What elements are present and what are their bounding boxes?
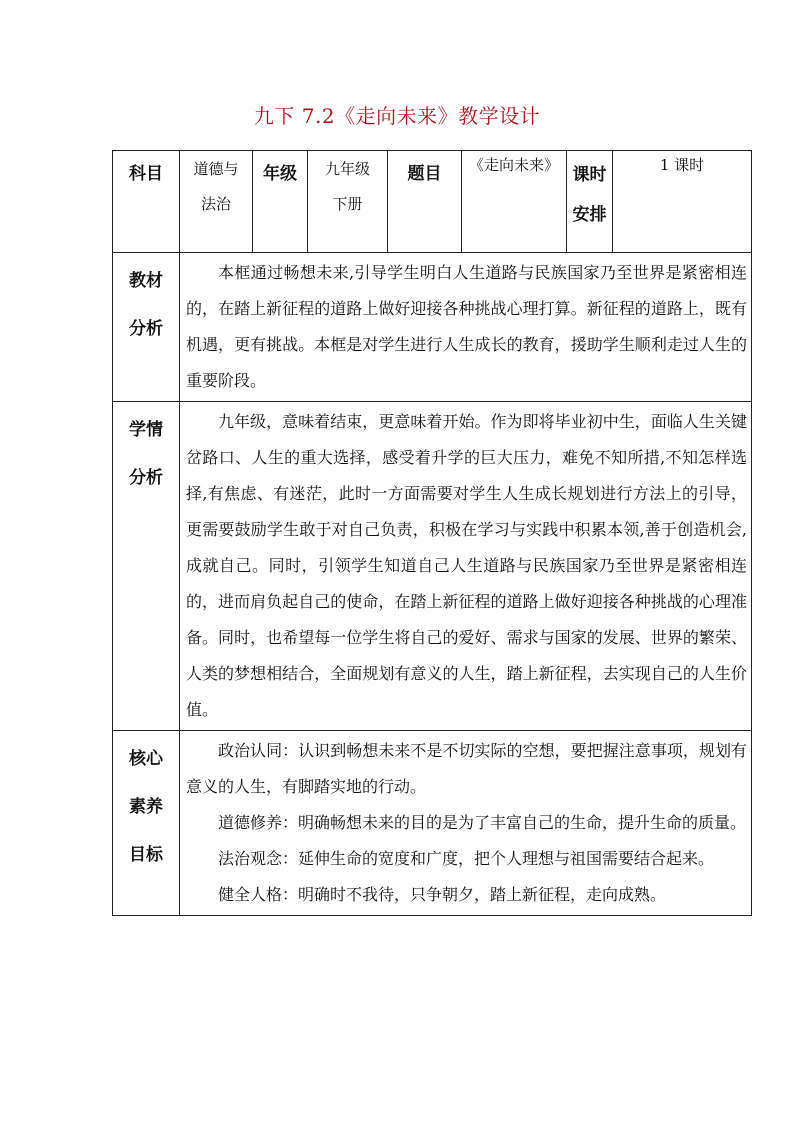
topic-value-cell [462,151,567,253]
core-goals-label-line1: 核心 [129,749,163,769]
textbook-analysis-label-line2: 分析 [129,319,163,339]
header-row [113,151,752,253]
topic-label-cell [388,151,462,253]
lesson-plan-table [112,150,752,916]
core-goals-body [180,731,752,916]
topic-label: 题目 [407,164,442,184]
subject-value-line1: 道德与 [193,160,239,178]
core-goals-label-line3: 目标 [129,845,163,865]
textbook-analysis-body [180,253,752,402]
textbook-analysis-label-cell [113,253,180,402]
subject-label-cell [113,151,180,253]
core-goal-legal: 法治观念：延伸生命的宽度和广度，把个人理想与祖国需要结合起来。 [218,849,715,868]
page-title: 九下 7.2《走向未来》教学设计 [253,104,541,128]
grade-value-line1: 九年级 [324,160,370,178]
hours-label-cell [567,151,613,253]
textbook-analysis-text: 本框通过畅想未来,引导学生明白人生道路与民族国家乃至世界是紧密相连的，在踏上新征程的道路上做好迎接各种挑战心理打算。新征程的道路上，既有机遇，更有挑战。本框是对学生进行人生成长的教育，援助学生顺利走过人生的重要阶段。 [186,263,747,390]
core-goal-moral: 道德修养：明确畅想未来的目的是为了丰富自己的生命，提升生命的质量。 [218,813,747,832]
student-analysis-body [180,402,752,731]
textbook-analysis-label-line1: 教材 [129,271,163,291]
hours-value-cell [613,151,752,253]
core-goal-political: 政治认同：认识到畅想未来不是不切实际的空想，要把握注意事项，规划有意义的人生，有脚踏实地的行动。 [186,741,747,796]
grade-value-line2: 下册 [332,195,363,213]
subject-value-line2: 法治 [200,195,231,213]
core-goals-label-line2: 素养 [129,797,163,817]
student-analysis-text: 九年级，意味着结束，更意味着开始。作为即将毕业初中生，面临人生关键岔路口、人生的重大选择，感受着升学的巨大压力，难免不知所措,不知怎样选择,有焦虑、有迷茫，此时一方面需要对学生人生成长规划进行方法上的引导，更需要鼓励学生敢于对自己负责，积极在学习与实践中积累本领,善于创造机会,成就自己。同时，引领学生知道自己人生道路与民族国家乃至世界是紧密相连的，进而肩负起自己的使命，在踏上新征程的道路上做好迎接各种挑战的心理准备。同时，也希望每一位学生将自己的爱好、需求与国家的发展、世界的繁荣、人类的梦想相结合，全面规划有意义的人生，踏上新征程，去实现自己的人生价值。 [186,412,747,719]
hours-label-line1: 课时 [572,165,607,185]
grade-label: 年级 [263,164,297,184]
textbook-analysis-row [113,253,752,402]
grade-value-cell [308,151,388,253]
core-goals-label-cell [113,731,180,916]
core-goals-row [113,731,752,916]
subject-label: 科目 [129,164,163,184]
core-goal-personality: 健全人格：明确时不我待，只争朝夕，踏上新征程，走向成熟。 [218,885,667,904]
student-analysis-label-line1: 学情 [129,420,163,440]
student-analysis-label-line2: 分析 [129,468,163,488]
hours-label-line2: 安排 [572,205,607,225]
hours-value: 1 课时 [659,156,705,174]
grade-label-cell [253,151,308,253]
subject-value-cell [180,151,253,253]
student-analysis-label-cell [113,402,180,731]
topic-value: 《走向未来》 [468,156,559,174]
student-analysis-row [113,402,752,731]
